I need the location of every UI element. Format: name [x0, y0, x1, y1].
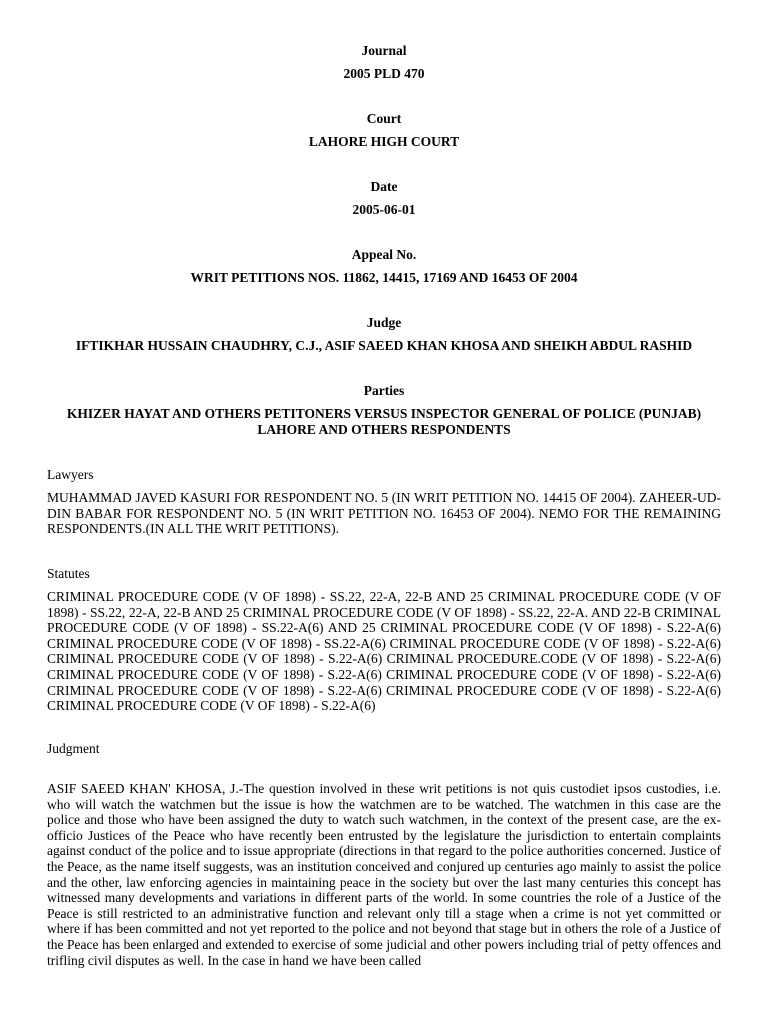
- appeal-value: WRIT PETITIONS NOS. 11862, 14415, 17169 AND 16453 OF 2004: [190, 270, 578, 285]
- journal-section: [47, 43, 721, 82]
- appeal-label: Appeal No.: [351, 247, 417, 262]
- judgment-section: [47, 741, 721, 968]
- court-value: LAHORE HIGH COURT: [308, 134, 460, 149]
- judge-value: IFTIKHAR HUSSAIN CHAUDHRY, C.J., ASIF SAEED KHAN KHOSA AND SHEIKH ABDUL RASHID: [75, 338, 693, 353]
- date-section: [47, 179, 721, 218]
- date-value: 2005-06-01: [352, 202, 416, 217]
- appeal-section: [47, 247, 721, 286]
- statutes-section: [47, 566, 721, 714]
- lawyers-text: MUHAMMAD JAVED KASURI FOR RESPONDENT NO. 5 (IN WRIT PETITION NO. 14415 OF 2004). ZAHEER-UD-DIN BABAR FOR RESPONDENT NO. 5 (IN WRIT PETITION NO. 16453 OF 2004). NEMO FOR THE REMAINING RESPONDENTS.(IN ALL THE WRIT PETITIONS).: [47, 490, 721, 537]
- statutes-label: Statutes: [47, 566, 90, 581]
- court-label: Court: [366, 111, 402, 126]
- judgment-label: Judgment: [47, 741, 100, 756]
- journal-value: 2005 PLD 470: [343, 66, 425, 81]
- journal-label: Journal: [361, 43, 407, 58]
- judge-label: Judge: [366, 315, 402, 330]
- parties-section: [47, 383, 721, 438]
- lawyers-label: Lawyers: [47, 467, 94, 482]
- parties-value: KHIZER HAYAT AND OTHERS PETITONERS VERSUS INSPECTOR GENERAL OF POLICE (PUNJAB) LAHORE AND OTHERS RESPONDENTS: [66, 406, 702, 437]
- lawyers-section: [47, 467, 721, 537]
- date-label: Date: [370, 179, 398, 194]
- judgment-text: ASIF SAEED KHAN' KHOSA, J.-The question involved in these writ petitions is not quis custodiet ipsos custodies, i.e. who will watch the watchmen but the issue is how the watchmen are to be watched. The watchmen in this case are the police and those who have been assigned the duty to watch such watchmen, in the context of the present case, are the ex-officio Justices of the Peace who have recently been entrusted by the legislature the jurisdiction to entertain complaints against conduct of the police and to issue appropriate (directions in that regard to the police authorities concerned. Justice of the Peace, as the name itself suggests, was an institution conceived and conjured up centuries ago mainly to assist the police and the other, law enforcing agencies in maintaining peace in the society but over the last many centuries this concept has witnessed many developments and variations in different parts of the world. In some countries the role of a Justice of the Peace is still restricted to an administrative function and relevant only till a stage when a crime is not yet committed or where if has been committed and not yet reported to the police and not beyond that stage but in others the role of a Justice of the Peace has been enlarged and extended to exercise of some judicial and other powers including trial of petty offences and trifling civil disputes as well. In the case in hand we have been called: [47, 781, 721, 968]
- court-section: [47, 111, 721, 150]
- judge-section: [47, 315, 721, 354]
- statutes-text: CRIMINAL PROCEDURE CODE (V OF 1898) - SS.22, 22-A, 22-B AND 25 CRIMINAL PROCEDURE CODE (V OF 1898) - SS.22, 22-A, 22-B AND 25 CRIMINAL PROCEDURE CODE (V OF 1898) - SS.22, 22-A. AND 22-B CRIMINAL PROCEDURE CODE (V OF 1898) - SS.22-A(6) AND 25 CRIMINAL PROCEDURE CODE (V OF 1898) - S.22-A(6) CRIMINAL PROCEDURE CODE (V OF 1898) - SS.22-A(6) CRIMINAL PROCEDURE CODE (V OF 1898) - S.22-A(6) CRIMINAL PROCEDURE CODE (V OF 1898) - S.22-A(6) CRIMINAL PROCEDURE.CODE (V OF 1898) - S.22-A(6) CRIMINAL PROCEDURE CODE (V OF 1898) - S.22-A(6) CRIMINAL PROCEDURE CODE (V OF 1898) - S.22-A(6) CRIMINAL PROCEDURE CODE (V OF 1898) - S.22-A(6) CRIMINAL PROCEDURE CODE (V OF 1898) - S.22-A(6) CRIMINAL PROCEDURE CODE (V OF 1898) - S.22-A(6): [47, 589, 721, 714]
- parties-label: Parties: [363, 383, 405, 398]
